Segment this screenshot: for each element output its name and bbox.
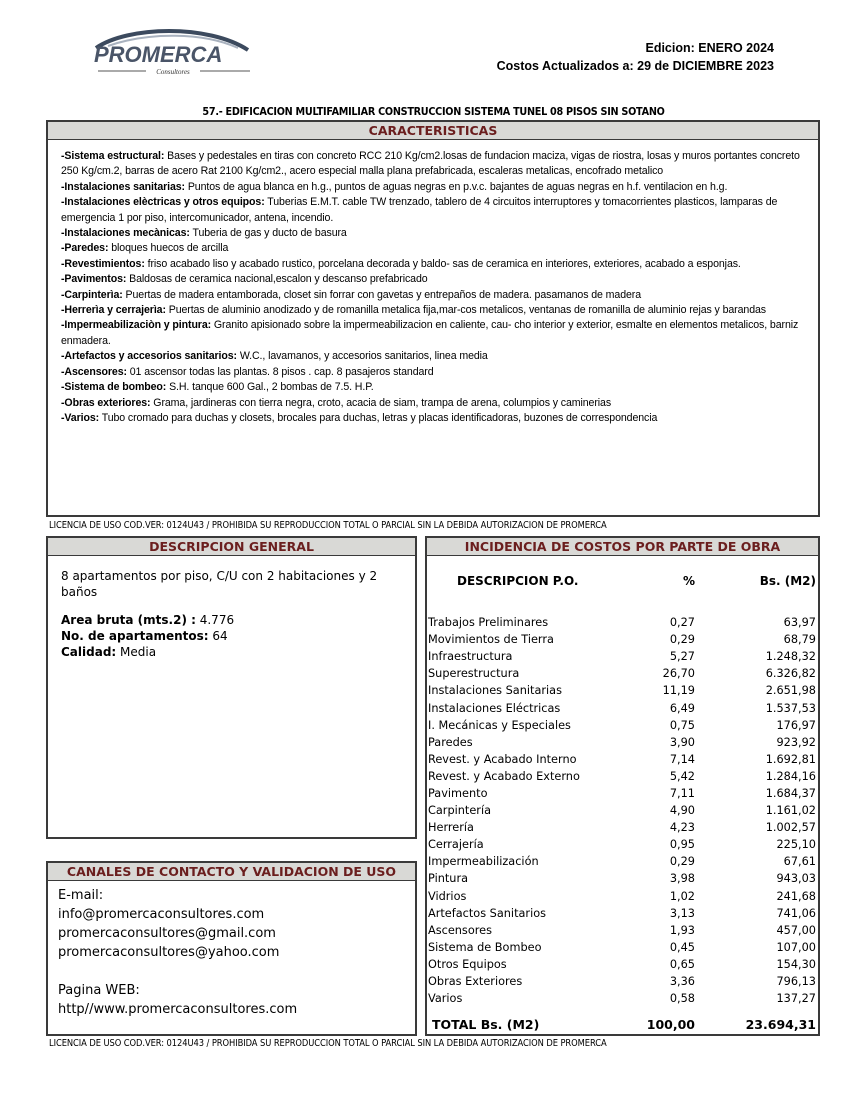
partida-bs: 241,68: [776, 889, 816, 903]
caracteristica-item: [61, 226, 806, 241]
caracteristica-text: Bases y pedestales en tiras con concreto RCC 210 Kg/cm2.losas de fundacion maciza, vigas de riostra, losas y muros portantes concreto 250 Kg/cm.2, barras de acero Rat 2100 Kg/cm2., acero especial malla plana prefabricada, escaleras metalicas, encofrado metalico: [61, 150, 800, 178]
email-link[interactable]: info@promercaconsultores.com: [58, 907, 265, 922]
edition-label: Edicion: ENERO 2024: [645, 41, 774, 55]
document-title: 57.- EDIFICACION MULTIFAMILIAR CONSTRUCCION SISTEMA TUNEL 08 PISOS SIN SOTANO: [202, 106, 665, 118]
caracteristica-text: bloques huecos de arcilla: [108, 242, 229, 255]
partida-name: Revest. y Acabado Interno: [428, 752, 577, 766]
partida-bs: 1.537,53: [765, 701, 816, 715]
partida-bs: 1.692,81: [765, 752, 816, 766]
apartamentos-row: [61, 628, 402, 644]
caracteristica-item: [61, 318, 806, 349]
caracteristica-text: Baldosas de ceramica nacional,escalon y descanso prefabricado: [126, 273, 428, 286]
partida-percent: 0,45: [669, 940, 695, 954]
calidad-value: Media: [116, 645, 157, 659]
partida-percent: 26,70: [662, 667, 695, 681]
updated-date: Costos Actualizados a: 29 de DICIEMBRE 2023: [496, 59, 774, 73]
table-row: [427, 853, 818, 870]
caracteristica-item: [61, 411, 806, 426]
partida-name: Cerrajería: [428, 838, 484, 852]
partida-percent: 4,90: [669, 804, 695, 818]
web-link[interactable]: http//www.promercaconsultores.com: [58, 1002, 298, 1017]
partida-percent: 5,27: [669, 650, 695, 664]
partida-percent: 0,58: [669, 992, 695, 1006]
column-header-descripcion: DESCRIPCION P.O.: [457, 574, 579, 588]
caracteristica-label: -Impermeabilizaciòn y pintura:: [61, 319, 212, 332]
table-row: [427, 614, 818, 631]
partida-bs: 1.684,37: [765, 786, 816, 800]
partida-name: Pavimento: [428, 786, 488, 800]
calidad-label: Calidad:: [61, 645, 117, 659]
web-label: Pagina WEB:: [58, 983, 140, 998]
caracteristica-text: Tuberias E.M.T. cable TW trenzado, tablero de 4 circuitos interruptores y tomacorrientes plasticos, lamparas de emergencia 1 por piso, intercomunicador, antena, incendio.: [61, 196, 778, 224]
partida-name: Revest. y Acabado Externo: [428, 769, 580, 783]
email-label: E-mail:: [58, 888, 104, 903]
partida-bs: 1.248,32: [765, 650, 816, 664]
email-link[interactable]: promercaconsultores@yahoo.com: [58, 945, 280, 960]
caracteristica-text: Tubo cromado para duchas y closets, brocales para duchas, letras y placas identificadoras, buzones de correspondencia: [99, 411, 658, 424]
area-bruta-value: 4.776: [195, 613, 235, 627]
total-label: TOTAL Bs. (M2): [432, 1017, 540, 1033]
partida-percent: 0,27: [669, 616, 695, 630]
partida-name: Sistema de Bombeo: [428, 940, 542, 954]
column-header-bs: Bs. (M2): [759, 574, 816, 588]
total-percent: 100,00: [646, 1017, 695, 1033]
partida-name: Trabajos Preliminares: [428, 616, 549, 630]
partida-percent: 0,29: [669, 633, 695, 647]
caracteristica-item: [61, 380, 806, 395]
caracteristica-label: -Instalaciones elèctricas y otros equipos:: [61, 196, 265, 209]
partida-name: I. Mecánicas y Especiales: [428, 718, 571, 732]
caracteristica-text: Grama, jardineras con tierra negra, croto, acacia de siam, trampa de arena, columpios y caminerias: [150, 396, 612, 409]
partida-bs: 154,30: [776, 957, 816, 971]
table-row: [427, 631, 818, 648]
promerca-logo: [88, 26, 258, 76]
caracteristica-text: friso acabado liso y acabado rustico, porcelana decorada y baldo- sas de ceramica en interiores, exteriores, acabado a esponjas.: [144, 257, 741, 270]
table-row: [427, 922, 818, 939]
partida-name: Carpintería: [428, 804, 492, 818]
caracteristica-item: [61, 149, 806, 180]
total-bs: 23.694,31: [745, 1017, 816, 1033]
partida-bs: 457,00: [776, 923, 816, 937]
caracteristica-item: [61, 303, 806, 318]
partida-name: Varios: [428, 992, 463, 1006]
partida-percent: 0,65: [669, 957, 695, 971]
contacto-title: CANALES DE CONTACTO Y VALIDACION DE USO: [48, 863, 415, 881]
partida-bs: 63,97: [783, 616, 816, 630]
caracteristica-text: 01 ascensor todas las plantas. 8 pisos . cap. 8 pasajeros standard: [126, 365, 434, 378]
partida-bs: 943,03: [776, 872, 816, 886]
partida-bs: 1.002,57: [765, 821, 816, 835]
partida-percent: 6,49: [669, 701, 695, 715]
caracteristicas-section: [46, 120, 820, 517]
partida-bs: 1.161,02: [765, 804, 816, 818]
table-row: [427, 905, 818, 922]
partida-bs: 107,00: [776, 940, 816, 954]
partida-name: Instalaciones Eléctricas: [428, 701, 561, 715]
incidencia-table: [427, 556, 818, 1032]
partida-percent: 7,11: [669, 786, 695, 800]
caracteristica-item: [61, 272, 806, 287]
table-row: [427, 734, 818, 751]
table-row: [427, 956, 818, 973]
partida-percent: 0,75: [669, 718, 695, 732]
caracteristica-label: -Pavimentos:: [61, 273, 127, 286]
caracteristicas-title: CARACTERISTICAS: [48, 122, 818, 140]
caracteristica-label: -Paredes:: [61, 242, 109, 255]
partida-bs: 923,92: [776, 735, 816, 749]
area-bruta-row: [61, 612, 402, 628]
caracteristica-label: -Artefactos y accesorios sanitarios:: [61, 350, 237, 363]
apartamentos-value: 64: [208, 629, 228, 643]
table-row: [427, 870, 818, 887]
table-row: [427, 785, 818, 802]
table-row: [427, 717, 818, 734]
edition-info: [497, 39, 774, 75]
partida-bs: 796,13: [776, 975, 816, 989]
caracteristica-label: -Carpinterìa:: [61, 288, 123, 301]
incidencia-costos-section: [425, 536, 820, 1036]
descripcion-general-title: DESCRIPCION GENERAL: [48, 538, 415, 556]
partida-bs: 225,10: [776, 838, 816, 852]
caracteristica-label: -Ascensores:: [61, 365, 127, 378]
partida-name: Otros Equipos: [428, 957, 507, 971]
partida-name: Superestructura: [428, 667, 520, 681]
table-row: [427, 699, 818, 716]
partida-name: Movimientos de Tierra: [428, 633, 554, 647]
table-row: [427, 888, 818, 905]
calidad-row: [61, 644, 402, 660]
partida-percent: 4,23: [669, 821, 695, 835]
caracteristica-label: -Obras exteriores:: [61, 396, 151, 409]
caracteristica-text: S.H. tanque 600 Gal., 2 bombas de 7.5. H.P.: [166, 381, 374, 394]
table-row: [427, 665, 818, 682]
partida-bs: 741,06: [776, 906, 816, 920]
caracteristica-item: [61, 180, 806, 195]
caracteristica-label: -Revestimientos:: [61, 257, 145, 270]
caracteristica-label: -Instalaciones sanitarias:: [61, 180, 185, 193]
table-row: [427, 751, 818, 768]
partida-name: Vidrios: [428, 889, 467, 903]
table-row: [427, 973, 818, 990]
caracteristicas-list: [48, 140, 818, 426]
partida-name: Obras Exteriores: [428, 975, 523, 989]
caracteristica-label: -Sistema de bombeo:: [61, 381, 167, 394]
caracteristica-label: -Herrerìa y cerrajerìa:: [61, 304, 166, 317]
partida-percent: 0,29: [669, 855, 695, 869]
caracteristica-label: -Sistema estructural:: [61, 150, 165, 162]
total-row: [427, 1007, 818, 1032]
caracteristica-label: -Instalaciones mecànicas:: [61, 227, 190, 240]
table-row: [427, 939, 818, 956]
caracteristica-label: -Varios:: [61, 411, 100, 424]
partida-name: Infraestructura: [428, 650, 513, 664]
caracteristica-item: [61, 396, 806, 411]
caracteristica-text: Puertas de aluminio anodizado y de romanilla metalica fija,mar-cos metalicos, ventanas de romanilla de aluminio rejas y barandas: [165, 304, 766, 317]
partida-name: Herrería: [428, 821, 474, 835]
email-link[interactable]: promercaconsultores@gmail.com: [58, 926, 276, 941]
partida-percent: 11,19: [662, 684, 695, 698]
caracteristica-text: Granito apisionado sobre la impermeabilizacion en caliente, cau- cho interior y exterior, esmalte en elementos metalicos, barniz enmadera.: [61, 319, 799, 347]
partida-bs: 67,61: [783, 855, 816, 869]
table-header-row: [427, 556, 818, 606]
caracteristica-text: W.C., lavamanos, y accesorios sanitarios, linea media: [236, 350, 488, 363]
area-bruta-label: Area bruta (mts.2) :: [61, 613, 196, 627]
table-row: [427, 648, 818, 665]
partida-name: Pintura: [428, 872, 469, 886]
partida-percent: 3,98: [669, 872, 695, 886]
caracteristica-item: [61, 365, 806, 380]
partida-bs: 68,79: [783, 633, 816, 647]
partida-bs: 1.284,16: [765, 769, 816, 783]
caracteristica-item: [61, 349, 806, 364]
partida-name: Paredes: [428, 735, 473, 749]
descripcion-general-section: [46, 536, 417, 839]
table-row: [427, 836, 818, 853]
logo-text: PROMERCA: [94, 42, 223, 67]
caracteristica-item: [61, 288, 806, 303]
table-row: [427, 802, 818, 819]
contacto-section: [46, 861, 417, 1036]
partida-bs: 2.651,98: [765, 684, 816, 698]
column-header-percent: %: [682, 574, 695, 588]
incidencia-title: INCIDENCIA DE COSTOS POR PARTE DE OBRA: [427, 538, 818, 556]
partida-bs: 6.326,82: [765, 667, 816, 681]
partida-percent: 3,36: [669, 975, 695, 989]
partida-percent: 3,13: [669, 906, 695, 920]
apartamentos-label: No. de apartamentos:: [61, 629, 209, 643]
caracteristica-text: Tuberia de gas y ducto de basura: [189, 227, 347, 240]
logo-subtext: Consultores: [156, 68, 190, 76]
caracteristica-item: [61, 257, 806, 272]
caracteristica-text: Puntos de agua blanca en h.g., puntos de aguas negras en p.v.c. bajantes de aguas negras en h.f. ventilacion en h.g.: [185, 180, 728, 193]
table-row: [427, 682, 818, 699]
caracteristica-text: Puertas de madera entamborada, closet sin forrar con gavetas y entrepaños de madera. pasamanos de madera: [122, 288, 642, 301]
partida-percent: 3,90: [669, 735, 695, 749]
license-notice: LICENCIA DE USO COD.VER: 0124U43 / PROHIBIDA SU REPRODUCCION TOTAL O PARCIAL SIN LA DEBIDA AUTORIZACION DE PROMERCA: [49, 520, 607, 531]
partida-name: Artefactos Sanitarios: [428, 906, 547, 920]
partida-name: Ascensores: [428, 923, 492, 937]
caracteristica-item: [61, 195, 806, 226]
table-row: [427, 819, 818, 836]
caracteristica-item: [61, 241, 806, 256]
partida-name: Instalaciones Sanitarias: [428, 684, 562, 698]
table-row: [427, 768, 818, 785]
descripcion-summary: 8 apartamentos por piso, C/U con 2 habitaciones y 2 baños: [61, 569, 378, 599]
partida-percent: 1,02: [669, 889, 695, 903]
partida-percent: 7,14: [669, 752, 695, 766]
partida-percent: 0,95: [669, 838, 695, 852]
partida-percent: 5,42: [669, 769, 695, 783]
partida-bs: 176,97: [776, 718, 816, 732]
partida-name: Impermeabilización: [428, 855, 539, 869]
table-row: [427, 990, 818, 1007]
partida-percent: 1,93: [669, 923, 695, 937]
license-notice-footer: LICENCIA DE USO COD.VER: 0124U43 / PROHIBIDA SU REPRODUCCION TOTAL O PARCIAL SIN LA DEBIDA AUTORIZACION DE PROMERCA: [49, 1038, 607, 1049]
partida-bs: 137,27: [776, 992, 816, 1006]
